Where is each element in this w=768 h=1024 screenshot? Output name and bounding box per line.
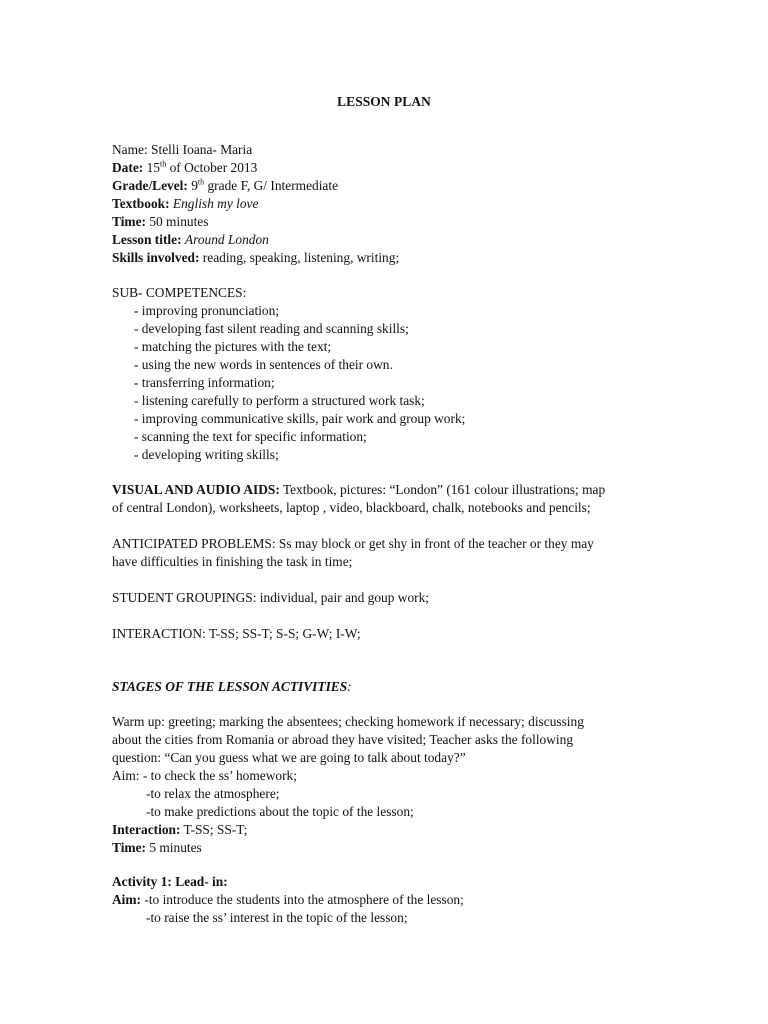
skills-line: Skills involved: reading, speaking, listening, writing;	[112, 250, 400, 265]
stages-heading: STAGES OF THE LESSON ACTIVITIES:	[112, 679, 352, 694]
list-item: - scanning the text for specific information;	[134, 429, 367, 444]
student-groupings: STUDENT GROUPINGS: individual, pair and goup work;	[112, 590, 430, 605]
sub-competences-heading: SUB- COMPETENCES:	[112, 285, 247, 300]
list-item: - using the new words in sentences of their own.	[134, 357, 393, 372]
textbook-line: Textbook: English my love	[112, 196, 259, 211]
grade-line: Grade/Level: 9th grade F, G/ Intermediate	[112, 177, 339, 193]
list-item: - transferring information;	[134, 375, 275, 390]
visual-audio-aids: VISUAL AND AUDIO AIDS: Textbook, pictures: “London” (161 colour illustrations; map of central London), worksheets, laptop , video, blackboard, chalk, notebooks and pencils;	[112, 482, 606, 515]
list-item: - developing writing skills;	[134, 447, 279, 462]
list-item: - improving pronunciation;	[134, 303, 280, 318]
warm-up-section: Warm up: greeting; marking the absentees; checking homework if necessary; discussing about the cities from Romania or abroad they have visited; Teacher asks the following question: “Can you guess what we are going to talk about today?” Aim: - to check the ss’ homework; -to relax the atmosphere; -to make predictions about the topic of the lesson; Interaction: T-SS; SS-T; Time: 5 minutes	[112, 714, 584, 855]
list-item: - matching the pictures with the text;	[134, 339, 332, 354]
list-item: - improving communicative skills, pair work and group work;	[134, 411, 466, 426]
page-title: LESSON PLAN	[337, 94, 431, 109]
list-item: - developing fast silent reading and scanning skills;	[134, 321, 409, 336]
time-line: Time: 50 minutes	[112, 214, 209, 229]
lesson-title-line: Lesson title: Around London	[112, 232, 269, 247]
activity-1-heading: Activity 1: Lead- in:	[112, 874, 228, 889]
activity-1-section: Activity 1: Lead- in: Aim: -to introduce the students into the atmosphere of the lesson; -to raise the ss’ interest in the topic of the lesson;	[112, 873, 672, 927]
date-line: Date: 15th of October 2013	[112, 159, 258, 175]
list-item: - listening carefully to perform a structured work task;	[134, 393, 425, 408]
sub-competences-section	[112, 284, 672, 464]
lesson-info	[112, 141, 672, 267]
interaction-line: INTERACTION: T-SS; SS-T; S-S; G-W; I-W;	[112, 626, 361, 641]
anticipated-problems: ANTICIPATED PROBLEMS: Ss may block or get shy in front of the teacher or they may have difficulties in finishing the task in time;	[112, 536, 594, 569]
name-line: Name: Stelli Ioana- Maria	[112, 142, 253, 157]
